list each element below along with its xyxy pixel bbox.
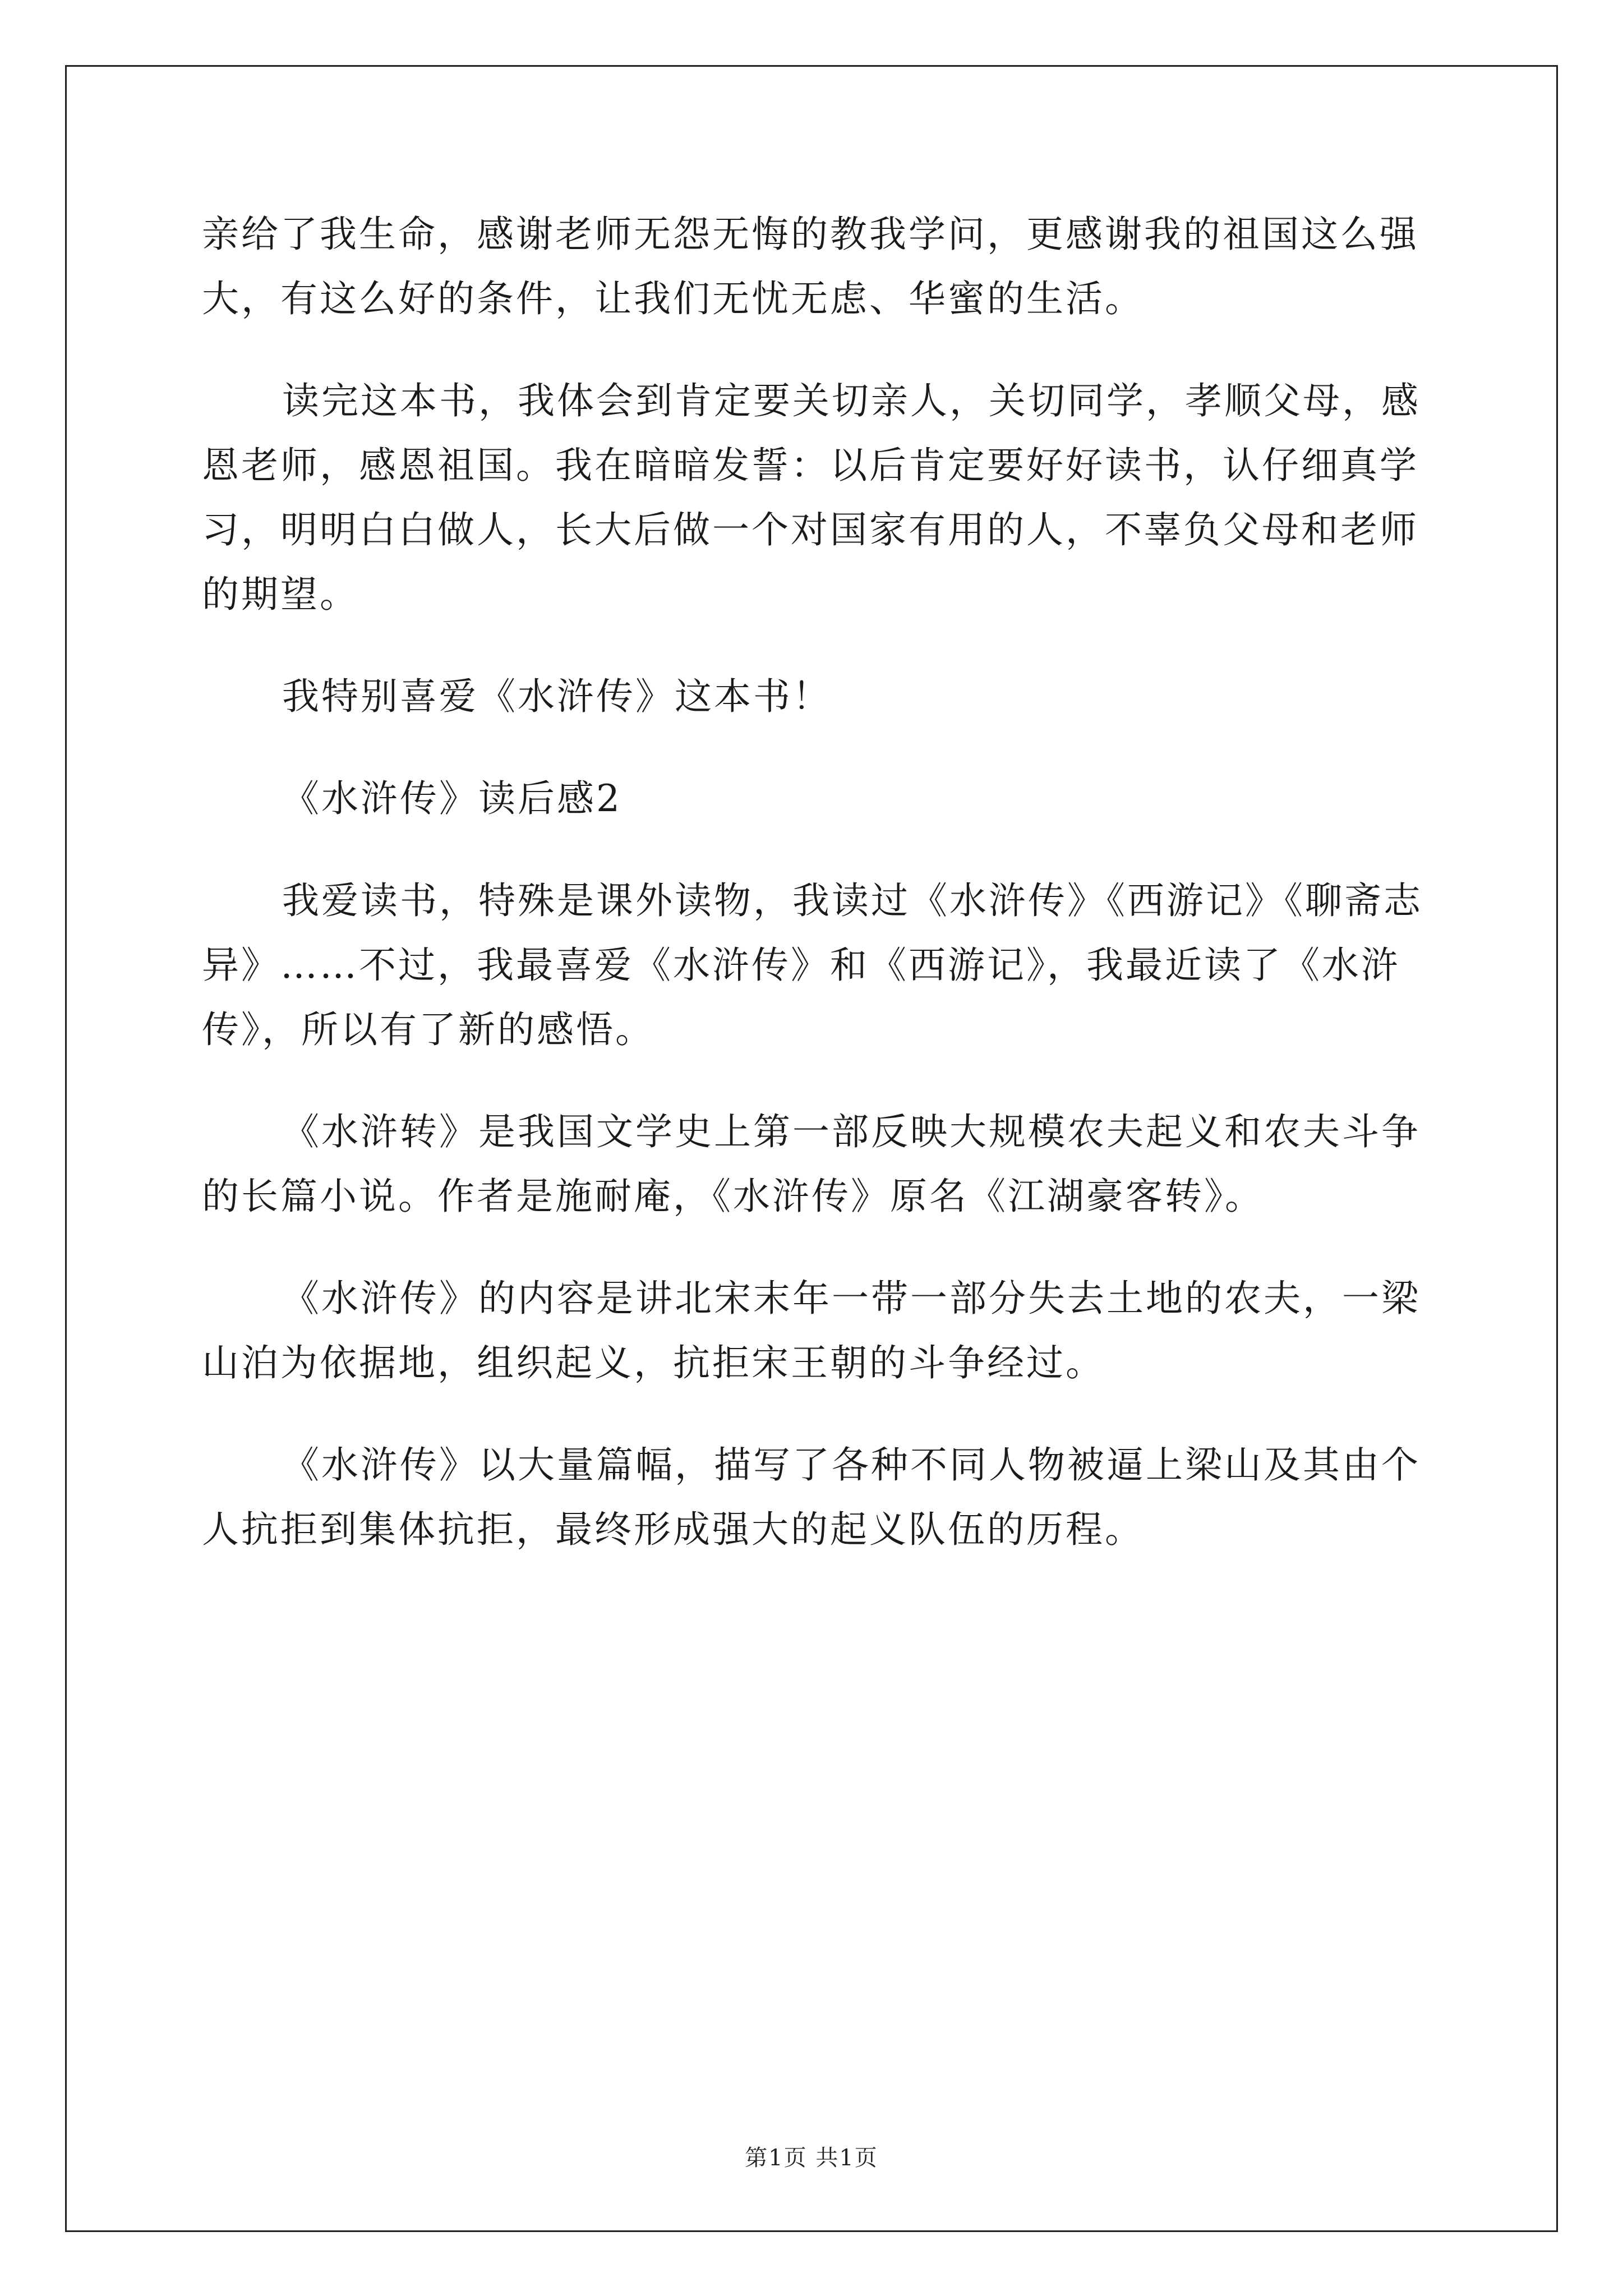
section-heading: 《水浒传》读后感2	[282, 777, 622, 820]
page-number: 第1页 共1页	[745, 2145, 878, 2171]
paragraph-1: 亲给了我生命，感谢老师无怨无悔的教我学问，更感谢我的祖国这么强大，有这么好的条件，让我们无忧无虑、华蜜的生活。	[202, 213, 1419, 320]
paragraph-3: 我特别喜爱《水浒传》这本书！	[282, 675, 832, 718]
paragraph-2: 读完这本书，我体会到肯定要关切亲人，关切同学，孝顺父母，感恩老师，感恩祖国。我在暗暗发誓：以后肯定要好好读书，认仔细真学习，明明白白做人，长大后做一个对国家有用的人，不辜负父母和老师的期望。	[202, 379, 1421, 616]
paragraph-5: 《水浒转》是我国文学史上第一部反映大规模农夫起义和农夫斗争的长篇小说。作者是施耐庵，《水浒传》原名《江湖豪客转》。	[202, 1110, 1421, 1218]
paragraph-7: 《水浒传》以大量篇幅，描写了各种不同人物被逼上梁山及其由个人抗拒到集体抗拒，最终形成强大的起义队伍的历程。	[202, 1443, 1421, 1551]
document-body	[202, 202, 1424, 1599]
paragraph-6: 《水浒传》的内容是讲北宋末年一带一部分失去土地的农夫，一梁山泊为依据地，组织起义，抗拒宋王朝的斗争经过。	[202, 1277, 1421, 1384]
paragraph-4: 我爱读书，特殊是课外读物，我读过《水浒传》《西游记》《聊斋志异》……不过，我最喜爱《水浒传》和《西游记》，我最近读了《水浒传》，所以有了新的感悟。	[202, 879, 1423, 1051]
